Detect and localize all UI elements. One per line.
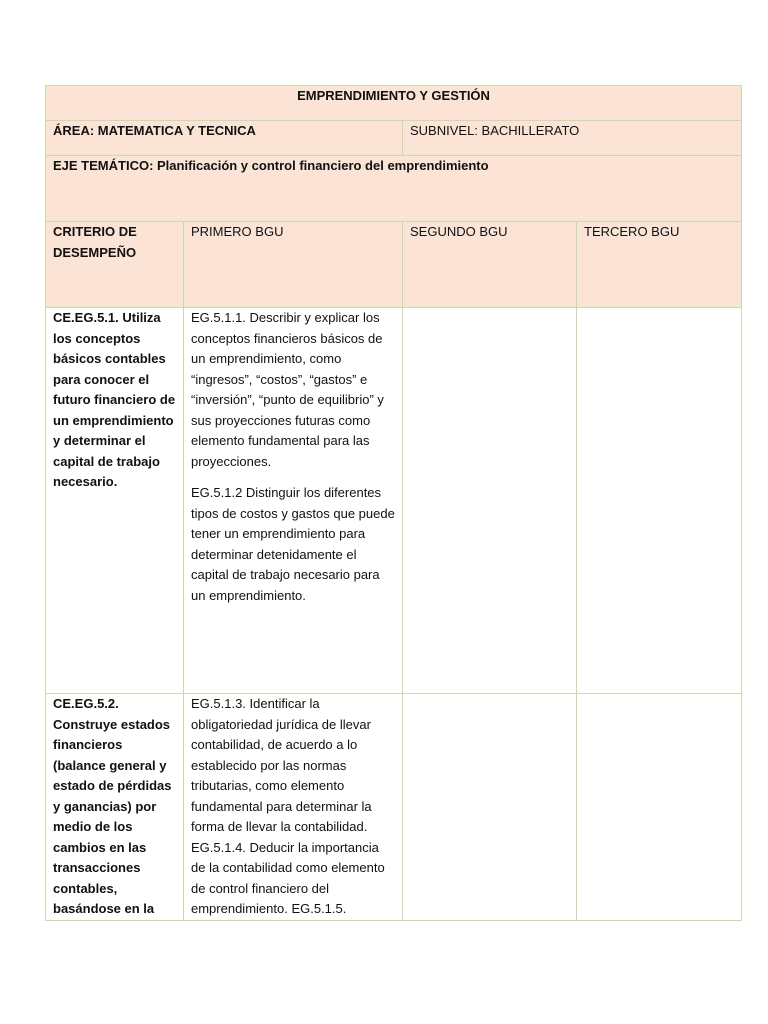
tercero-bgu-cell <box>577 308 742 694</box>
curriculum-table <box>45 85 742 921</box>
subnivel-cell: SUBNIVEL: BACHILLERATO <box>403 121 742 156</box>
header-primero-bgu: PRIMERO BGU <box>184 222 403 308</box>
segundo-bgu-cell <box>403 308 577 694</box>
area-cell: ÁREA: MATEMATICA Y TECNICA <box>46 121 403 156</box>
destreza-paragraph: EG.5.1.3. Identificar la obligatoriedad jurídica de llevar contabilidad, de acuerdo a lo establecido por las normas tributarias, como elemento fundamental para determinar la forma de llevar la contabilidad. EG.5.1.4. Deducir la importancia de la contabilidad como elemento de control financiero del emprendimiento. EG.5.1.5. <box>191 696 385 916</box>
table-row <box>46 694 742 921</box>
primero-bgu-cell <box>184 308 403 694</box>
eje-row <box>46 156 742 222</box>
table-row <box>46 308 742 694</box>
area-row <box>46 121 742 156</box>
criterio-cell: CE.EG.5.2. Construye estados financieros (balance general y estado de pérdidas y ganancias) por medio de los cambios en las transacciones contables, basándose en la <box>46 694 184 921</box>
title-row <box>46 86 742 121</box>
criterio-cell: CE.EG.5.1. Utiliza los conceptos básicos contables para conocer el futuro financiero de un emprendimiento y determinar el capital de trabajo necesario. <box>46 308 184 694</box>
tercero-bgu-cell <box>577 694 742 921</box>
destreza-paragraph: EG.5.1.2 Distinguir los diferentes tipos de costos y gastos que puede tener un emprendimiento para determinar detenidamente el capital de trabajo necesario para un emprendimiento. <box>191 485 395 603</box>
header-tercero-bgu: TERCERO BGU <box>577 222 742 308</box>
eje-tematico-cell: EJE TEMÁTICO: Planificación y control financiero del emprendimiento <box>46 156 742 222</box>
destreza-paragraph: EG.5.1.1. Describir y explicar los conceptos financieros básicos de un emprendimiento, como “ingresos”, “costos”, “gastos” e “inversión”, “punto de equilibrio” y sus proyecciones futuras como elemento fundamental para las proyecciones. <box>191 310 384 469</box>
header-criterio: CRITERIO DE DESEMPEÑO <box>46 222 184 308</box>
header-segundo-bgu: SEGUNDO BGU <box>403 222 577 308</box>
segundo-bgu-cell <box>403 694 577 921</box>
table-title: EMPRENDIMIENTO Y GESTIÓN <box>46 86 742 121</box>
column-header-row <box>46 222 742 308</box>
primero-bgu-cell <box>184 694 403 921</box>
